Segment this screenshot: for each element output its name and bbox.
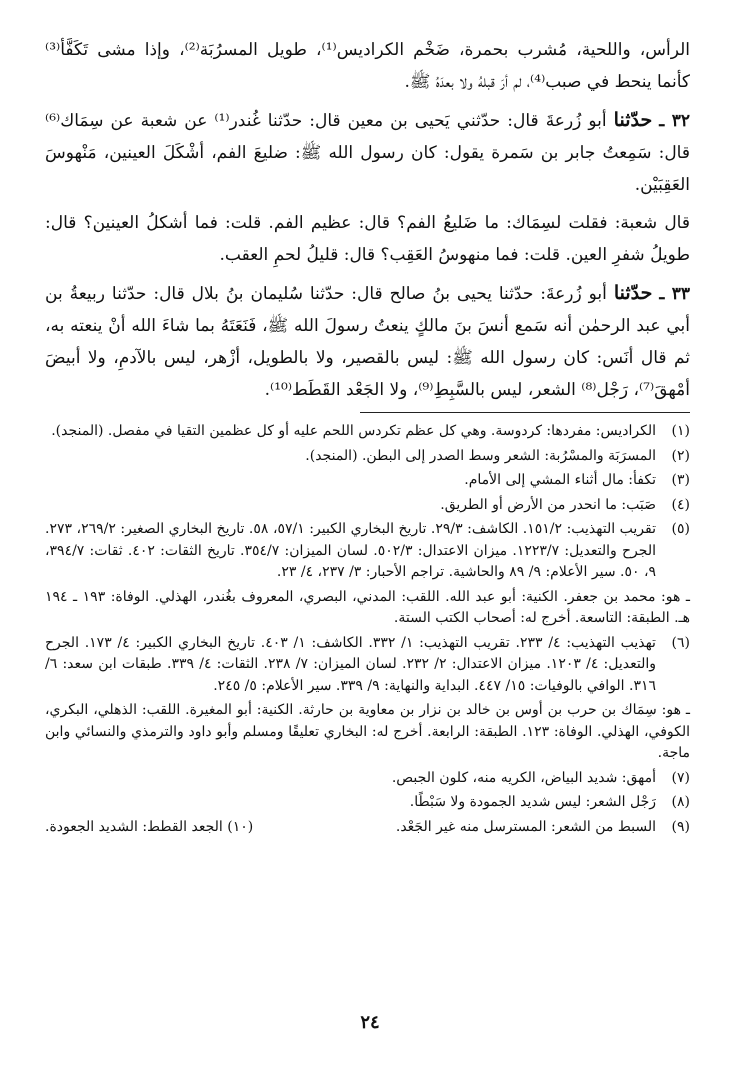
main-text (45, 34, 690, 406)
footnote-text: الجعد القطط: الشديد الجعودة. (45, 818, 223, 835)
footnote-item (45, 446, 690, 468)
footnote-row (45, 817, 690, 839)
footnote-text: تقريب التهذيب: ١٥١/٢. الكاشف: ٢٩/٣. تاريخ البخاري الكبير: ٥٧/١، ٥٨. تاريخ البخاري الصغير: ٢٦٩/٢، ٢٧٣. الجرح والتعديل: ١٢٢٣/٧. ميزان الاعتدال: ٥٠٢/٣. لسان الميزان: ٣٥٤/٧. تاريخ الثقات: ٤٠٢. ثقات: ٣٩٤/٧، ٩، ٥٠. سير الأعلام: ٩/ ٨٩ والحاشية. تراجم الأحبار: ٣/ ٢٣٧، ٤/ ٢٣. (45, 521, 656, 580)
footnote-item (45, 768, 690, 790)
footnote-item (45, 495, 690, 517)
footnote-text: السبط من الشعر: المسترسل منه غير الجَعْد. (395, 818, 656, 835)
footnote-number: (٦) (671, 634, 690, 651)
footnote-text: تهذيب التهذيب: ٤/ ٢٣٣. تقريب التهذيب: ١/ ٣٣٢. الكاشف: ١/ ٤٠٣. تاريخ البخاري الكبير: ٤/ ١٧٣. الجرح والتعديل: ٤/ ١٢٠٣. ميزان الاعتدال: ٢/ ٢٣٢. لسان الميزان: ٧/ ٢٣٨. الثقات: ٤/ ٣٣٩. طبقات ابن سعد: ٦/ ٣١٦. الوافي بالوفيات: ١٥/ ٤٤٧. البداية والنهاية: ٩/ ٣٣٩. سير الأعلام: ٥/ ٢٤٥. (45, 634, 657, 694)
page-content (45, 34, 690, 841)
footnote-separator (360, 412, 690, 413)
narrator-biography: ـ هو: سِمَاك بن حرب بن أوس بن خالد بن نزار بن معاوية بن حارثة. الكنية: أبو المغيرة. اللقب: الذهلي، البكري، الكوفي، الهذلي. الوفاة: ١٢٣. الطبقة: الرابعة. أخرج له: البخاري تعليقًا ومسلم وأبو داود والترمذي والنسائي وابن ماجة. (45, 702, 691, 761)
paragraph-shuba-explanation: قال شعبة: فقلت لسِمَاك: ما ضَليعُ الفم؟ قال: عظيم الفم. قلت: فما أشكلُ العينين؟ قال: طويلُ شفرِ العين. قلت: فما منهوسُ العَقِب؟ قال: قليلُ لحمِ العقب. (45, 213, 690, 265)
footnote-number: (٨) (671, 794, 690, 810)
page-number: ٢٤ (360, 1012, 380, 1033)
footnotes (45, 421, 690, 838)
hadith-33 (45, 277, 690, 406)
footnote-number: (٤) (671, 496, 690, 513)
footnote-text: أمهق: شديد البياض، الكريه منه، كلون الجبص. (391, 769, 656, 786)
footnote-text: رَجْل الشعر: ليس شديد الجمودة ولا سَبْطًا. (409, 794, 656, 810)
hadith-text: أبو زُرعةَ: حدّثنا يحيى بنُ صالح قال: حدّثنا سُليمان بنُ بلال قال: حدّثنا ربيعةُ بن أبي عبد الرحمٰن أنه سَمع أنسَ بنَ مالكٍ ينعتُ رسولَ الله ﷺ، فَنَعَتَهُ بما شاءَ الله أنْ ينعته به، ثم قال أنَس: كان رسول الله ﷺ: ليس بالقصير، ولا بالطويل، أزْهر، ليس بالآدمِ، ولا أبيضَ أمْهقَ⁽⁷⁾، رَجْل⁽⁸⁾ الشعر، ليس بالسَّبِطِ⁽⁹⁾، ولا الجَعْد القَطَط⁽¹⁰⁾. (45, 284, 690, 400)
narrator-biography: ـ هو: محمد بن جعفر. الكنية: أبو عبد الله. اللقب: المدني، البصري، المعروف بغُندر، الهذلي. الوفاة: ١٩٣ ـ ١٩٤ هـ. الطبقة: التاسعة. أخرج له: أصحاب الكتب الستة. (45, 588, 690, 626)
paragraph-description-end: الرأس، واللحية، مُشرب بحمرة، ضَخْم الكراديس⁽¹⁾، طويل المسرُبَة⁽²⁾، وإذا مشى تَكَفَّأ⁽³⁾ كأنما ينحط في صبب⁽⁴⁾، لم أرَ قبلهُ ولا بعدَهُ ﷺ. (45, 40, 691, 92)
footnote-item (45, 519, 690, 584)
footnote-item (45, 817, 253, 839)
hadith-lead-word: حدّثنا (613, 282, 653, 304)
footnote-text: الكراديس: مفردها: كردوسة. وهي كل عظم تكردس اللحم عليه أو كل عظمين التقيا في مفصل. (المنجد). (51, 423, 656, 439)
footnote-number: (٢) (671, 447, 690, 464)
footnote-item (396, 817, 690, 839)
footnote-text: صَبَب: ما انحدر من الأرض أو الطريق. (440, 496, 656, 513)
hadith-32 (45, 104, 690, 201)
footnote-item (45, 633, 690, 698)
footnote-item (45, 792, 690, 814)
footnote-item (45, 470, 690, 492)
hadith-text: أبو زُرعةَ قال: حدّثني يَحيى بن معين قال: حدّثنا غُندر⁽¹⁾ عن شعبة عن سِمَاك⁽⁶⁾ قال: سَمِعتُ جابر بن سَمرة يقول: كان رسول الله ﷺ: ضليعَ الفم، أشْكَلَ العينين، مَنْهوسَ العَقِبَيْن. (45, 111, 690, 195)
hadith-number: ٣٣ ـ (659, 284, 691, 304)
hadith-number: ٣٢ ـ (659, 111, 691, 131)
hadith-lead-word: حدّثنا (613, 109, 653, 131)
footnote-number: (٥) (671, 521, 690, 537)
footnote-number: (٧) (671, 769, 690, 786)
footnote-number: (١٠) (227, 818, 254, 835)
footnote-number: (٣) (671, 472, 690, 488)
footnote-number: (١) (671, 423, 690, 439)
footnote-text: المسرَبَة والمسْرُبة: الشعر وسط الصدر إلى البطن. (المنجد). (305, 447, 656, 464)
footnote-text: تكفأ: مال أثناء المشي إلى الأمام. (464, 472, 656, 488)
footnote-item (45, 421, 690, 443)
footnote-number: (٩) (671, 818, 690, 835)
